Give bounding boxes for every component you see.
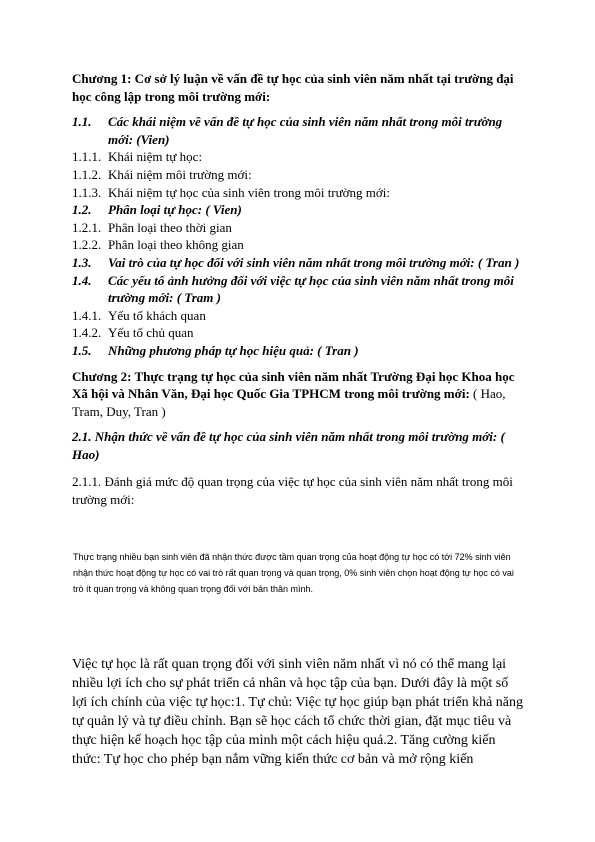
- chapter-1-outline: [72, 113, 522, 359]
- section-heading: [72, 342, 522, 360]
- section-number: 1.4.: [72, 272, 92, 288]
- survey-note: Thực trạng nhiều bạn sinh viên đã nhận thức được tầm quan trọng của hoạt động tự học có tới 72% sinh viên nhận thức hoạt động tự học có vai trò rất quan trọng và quan trọng, 0% sinh viên chọn hoạt động tự học có vai trò ít quan trọng và không quan trọng đối với bản thân mình.: [73, 551, 514, 594]
- subsection-number: 1.2.2.: [72, 237, 102, 253]
- subsection-item: [72, 184, 522, 202]
- subsection-item: [72, 148, 522, 166]
- subsection-number: 1.4.2.: [72, 325, 102, 341]
- section-number: 1.1.: [72, 114, 92, 130]
- subsection-item: [72, 166, 522, 184]
- section-number: 1.2.: [72, 202, 92, 218]
- subsection-number: 1.4.1.: [72, 307, 102, 323]
- chapter-2-authors: ( Hao, Tram, Duy, Tran ): [72, 386, 506, 419]
- subsection-text: Yếu tố chủ quan: [108, 325, 194, 341]
- subsection-text: Phân loại theo không gian: [108, 237, 244, 253]
- section-title: Vai trò của tự học đối với sinh viên năm nhất trong môi trường mới: ( Tran ): [108, 254, 520, 270]
- chapter-2-title: [72, 368, 522, 421]
- section-heading: [72, 201, 522, 219]
- subsection-number: 1.1.1.: [72, 149, 102, 165]
- subsection-text: Phân loại theo thời gian: [108, 219, 232, 235]
- subsection-item: [72, 236, 522, 254]
- subsection-item: [72, 219, 522, 237]
- section-number: 1.5.: [72, 342, 92, 358]
- subsection-number: 1.1.3.: [72, 184, 102, 200]
- subsection-text: Khái niệm tự học của sinh viên trong môi trường mới:: [108, 184, 391, 200]
- body-paragraph: Việc tự học là rất quan trọng đối với sinh viên năm nhất vì nó có thể mang lại nhiều lợi ích cho sự phát triển cá nhân và học tập của bạn. Dưới đây là một số lợi ích chính của việc tự học:1. Tự chủ: Việc tự học giúp bạn phát triển khả năng tự quản lý và tự điều chỉnh. Bạn sẽ học cách tổ chức thời gian, đặt mục tiêu và thực hiện kế hoạch học tập của mình một cách hiệu quả.2. Tăng cường kiến thức: Tự học cho phép bạn nắm vững kiến thức cơ bản và mở rộng kiến: [72, 657, 524, 767]
- document-page: [72, 70, 522, 597]
- section-title: Các yếu tố ảnh hưởng đối với việc tự học của sinh viên năm nhất trong môi trường mới: ( Tram ): [108, 272, 514, 306]
- section-number: 1.3.: [72, 254, 92, 270]
- subsection-item: [72, 307, 522, 325]
- subsection-number: 1.2.1.: [72, 219, 102, 235]
- section-heading: [72, 272, 522, 307]
- section-heading: [72, 254, 522, 272]
- section-2-1-title: 2.1. Nhận thức về vấn đề tự học của sinh viên năm nhất trong môi trường mới: ( Hao): [72, 429, 505, 462]
- chapter-2-title-text: Chương 2: Thực trạng tự học của sinh viên năm nhất Trường Đại học Khoa học Xã hội và Nhân Văn, Đại học Quốc Gia TPHCM trong môi trường mới:: [72, 368, 515, 402]
- subsection-text: Khái niệm môi trường mới:: [108, 166, 252, 182]
- section-title: Những phương pháp tự học hiệu quả: ( Tran ): [108, 342, 359, 358]
- subsection-item: [72, 324, 522, 342]
- section-title: Phân loại tự học: ( Vien): [108, 202, 242, 218]
- section-title: Các khái niệm về vấn đề tự học của sinh viên năm nhất trong môi trường mới: (Vien): [108, 114, 503, 147]
- item-2-1-1: 2.1.1. Đánh giá mức độ quan trọng của việc tự học của sinh viên năm nhất trong môi trường mới:: [72, 474, 513, 508]
- subsection-text: Khái niệm tự học:: [108, 149, 203, 165]
- subsection-text: Yếu tố khách quan: [108, 307, 206, 323]
- subsection-number: 1.1.2.: [72, 166, 102, 182]
- chapter-1-title: Chương 1: Cơ sở lý luận về vấn đề tự học của sinh viên năm nhất tại trường đại học công lập trong môi trường mới:: [72, 71, 514, 104]
- section-heading: [72, 113, 522, 148]
